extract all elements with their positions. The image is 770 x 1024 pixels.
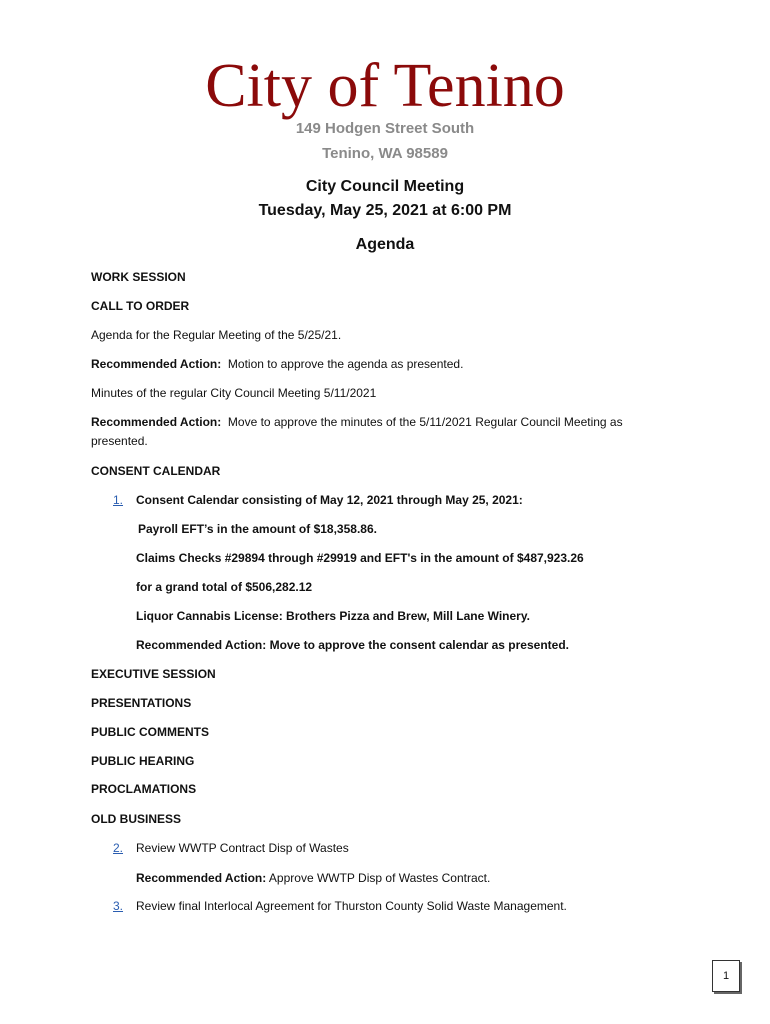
item-number-1[interactable]: 1. [113, 493, 124, 507]
consent-claims: Claims Checks #29894 through #29919 and EFT's in the amount of $487,923.26 [136, 551, 584, 565]
recommended-action-text: Move to approve the minutes of the 5/11/2021 Regular Council Meeting as presented. [91, 415, 623, 448]
section-consent-calendar: CONSENT CALENDAR [91, 464, 221, 478]
page-number: 1 [712, 960, 740, 992]
section-executive-session: EXECUTIVE SESSION [91, 667, 216, 681]
recommended-action-1 [91, 357, 463, 372]
section-presentations: PRESENTATIONS [91, 696, 192, 710]
minutes-item: Minutes of the regular City Council Meeting 5/11/2021 [91, 386, 377, 400]
item-number-2[interactable]: 2. [113, 841, 124, 855]
recommended-action-text: Motion to approve the agenda as presented. [227, 357, 464, 371]
city-title: City of Tenino [205, 52, 565, 120]
consent-payroll: Payroll EFT’s in the amount of $18,358.86. [138, 522, 377, 536]
recommended-action-text: Approve WWTP Disp of Wastes Contract. [268, 871, 491, 885]
recommended-action-2 [91, 413, 681, 451]
section-proclamations: PROCLAMATIONS [91, 782, 197, 796]
address-line-2: Tenino, WA 98589 [322, 145, 448, 162]
section-work-session: WORK SESSION [91, 270, 186, 284]
agenda-item: Agenda for the Regular Meeting of the 5/25/21. [91, 328, 342, 342]
old-business-item-2-rec [136, 871, 490, 886]
consent-recommended-action: Recommended Action: Move to approve the consent calendar as presented. [136, 638, 569, 652]
meeting-title: City Council Meeting [305, 178, 465, 195]
agenda-heading: Agenda [355, 236, 415, 253]
consent-total: for a grand total of $506,282.12 [136, 580, 313, 594]
section-call-to-order: CALL TO ORDER [91, 299, 190, 313]
recommended-action-label: Recommended Action: [91, 357, 222, 371]
address-line-1: 149 Hodgen Street South [295, 120, 475, 137]
old-business-item-2: Review WWTP Contract Disp of Wastes [136, 841, 349, 855]
recommended-action-label: Recommended Action: [91, 415, 222, 429]
item-number-3[interactable]: 3. [113, 899, 124, 913]
consent-title: Consent Calendar consisting of May 12, 2021 through May 25, 2021: [136, 493, 523, 507]
section-public-hearing: PUBLIC HEARING [91, 754, 195, 768]
consent-liquor: Liquor Cannabis License: Brothers Pizza and Brew, Mill Lane Winery. [136, 609, 530, 623]
old-business-item-3: Review final Interlocal Agreement for Thurston County Solid Waste Management. [136, 899, 567, 913]
section-public-comments: PUBLIC COMMENTS [91, 725, 209, 739]
recommended-action-label: Recommended Action: [136, 871, 267, 885]
section-old-business: OLD BUSINESS [91, 812, 182, 826]
meeting-date: Tuesday, May 25, 2021 at 6:00 PM [258, 202, 512, 219]
